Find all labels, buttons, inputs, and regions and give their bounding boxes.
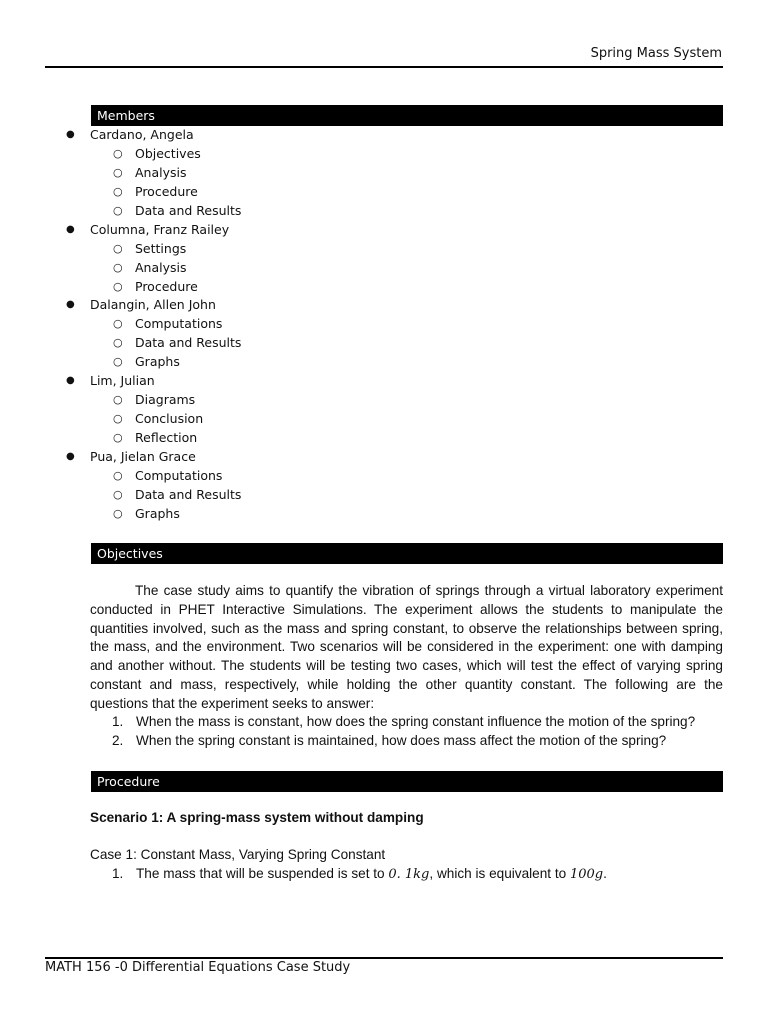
hollow-bullet-icon: ○ <box>113 487 123 501</box>
procedure-step <box>112 866 607 882</box>
member-task <box>66 391 241 410</box>
task-label: Conclusion <box>135 411 204 427</box>
mass-g-value: 100g <box>569 867 604 882</box>
task-label: Settings <box>135 240 187 256</box>
hollow-bullet-icon: ○ <box>113 317 123 331</box>
member-task <box>66 505 241 524</box>
bullet-icon: ● <box>66 129 75 140</box>
question-number: 1. <box>112 714 124 729</box>
hollow-bullet-icon: ○ <box>113 506 123 520</box>
member-item <box>66 372 241 391</box>
question-number: 2. <box>112 732 124 748</box>
member-task <box>66 315 241 334</box>
step-text: . <box>603 866 607 881</box>
hollow-bullet-icon: ○ <box>113 146 123 160</box>
footer-rule <box>45 957 723 959</box>
member-task <box>66 334 241 353</box>
member-task <box>66 278 241 297</box>
members-list <box>66 126 241 524</box>
section-bar-procedure: Procedure <box>91 771 723 792</box>
member-task <box>66 486 241 505</box>
hollow-bullet-icon: ○ <box>113 412 123 426</box>
hollow-bullet-icon: ○ <box>113 241 123 255</box>
task-label: Procedure <box>135 183 198 199</box>
objectives-paragraph-text: The case study aims to quantify the vibration of springs through a virtual laboratory experiment conducted in PHET Interactive Simulations. The experiment allows the students to manipulate the quantities involved, such as the mass and spring constant, to observe the relationships between spring, the mass, and the environment. Two scenarios will be considered in the experiment: one with damping and another without. The students will be testing two cases, which will test the effect of varying spring constant and mass, respectively, while holding the other quantity constant. The following are the questions that the experiment seeks to answer: <box>90 583 723 711</box>
case-heading: Case 1: Constant Mass, Varying Spring Constant <box>90 847 386 862</box>
member-task <box>66 164 241 183</box>
task-label: Computations <box>135 316 223 332</box>
question-item <box>112 713 695 732</box>
task-label: Analysis <box>135 164 187 180</box>
questions-list <box>112 713 695 751</box>
hollow-bullet-icon: ○ <box>113 393 123 407</box>
task-label: Data and Results <box>135 486 242 502</box>
step-text: , which is equivalent to <box>429 866 570 881</box>
task-label: Objectives <box>135 145 201 161</box>
step-number: 1. <box>112 866 124 881</box>
task-label: Graphs <box>135 354 180 370</box>
section-bar-members: Members <box>91 105 723 126</box>
task-label: Data and Results <box>135 335 242 351</box>
member-task <box>66 240 241 259</box>
question-text: When the mass is constant, how does the spring constant influence the motion of the spring? <box>136 714 696 729</box>
member-item <box>66 221 241 240</box>
question-item <box>112 732 695 751</box>
member-task <box>66 183 241 202</box>
task-label: Procedure <box>135 278 198 294</box>
objectives-paragraph <box>90 582 723 714</box>
section-bar-objectives: Objectives <box>91 543 723 564</box>
member-task <box>66 145 241 164</box>
bullet-icon: ● <box>66 223 75 235</box>
member-item <box>66 448 241 467</box>
member-task <box>66 259 241 278</box>
member-task <box>66 410 241 429</box>
member-task <box>66 353 241 372</box>
hollow-bullet-icon: ○ <box>113 355 123 369</box>
hollow-bullet-icon: ○ <box>113 203 123 217</box>
member-task <box>66 202 241 221</box>
task-label: Diagrams <box>135 392 196 408</box>
hollow-bullet-icon: ○ <box>113 184 123 198</box>
mass-kg-value: 0. 1kg <box>388 867 430 882</box>
member-item <box>66 296 241 315</box>
bullet-icon: ● <box>66 375 75 387</box>
task-label: Reflection <box>135 430 198 445</box>
hollow-bullet-icon: ○ <box>113 260 123 274</box>
member-task <box>66 467 241 486</box>
question-text: When the spring constant is maintained, how does mass affect the motion of the spring? <box>136 732 667 748</box>
member-name: Dalangin, Allen John <box>90 297 216 313</box>
step-text: The mass that will be suspended is set to <box>136 866 389 881</box>
hollow-bullet-icon: ○ <box>113 165 123 179</box>
member-name: Pua, Jielan Grace <box>90 448 196 464</box>
member-item <box>66 126 241 145</box>
hollow-bullet-icon: ○ <box>113 279 123 293</box>
task-label: Analysis <box>135 259 187 275</box>
hollow-bullet-icon: ○ <box>113 336 123 350</box>
hollow-bullet-icon: ○ <box>113 431 123 444</box>
task-label: Computations <box>135 467 223 483</box>
member-name: Cardano, Angela <box>90 127 194 142</box>
member-name: Lim, Julian <box>90 373 155 389</box>
scenario-heading: Scenario 1: A spring-mass system without damping <box>90 810 424 825</box>
member-name: Columna, Franz Railey <box>90 221 230 237</box>
bullet-icon: ● <box>66 299 75 311</box>
member-task <box>66 429 241 448</box>
task-label: Data and Results <box>135 202 242 218</box>
header-rule <box>45 66 723 68</box>
page-footer-text: MATH 156 -0 Differential Equations Case Study <box>45 960 351 975</box>
page-header-title: Spring Mass System <box>590 46 722 61</box>
bullet-icon: ● <box>66 450 75 462</box>
hollow-bullet-icon: ○ <box>113 468 123 482</box>
task-label: Graphs <box>135 505 180 521</box>
